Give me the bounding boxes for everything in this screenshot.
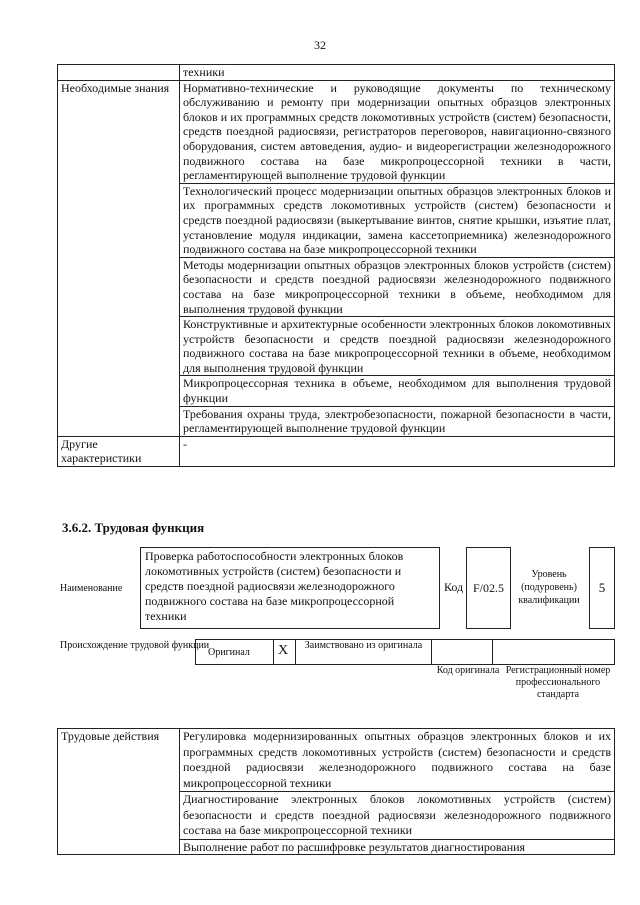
code-box: F/02.5 (466, 547, 511, 629)
knowledge-item: Методы модернизации опытных образцов электронных блоков устройств (систем) безопасности и средств поездной радиосвязи железнодорожного подвижного состава на базе микропроцессорной техники в объеме, необходимом для выполнения трудовой функции (180, 257, 615, 316)
table-cell (58, 65, 180, 81)
action-item: Диагностирование электронных блоков локомотивных устройств (систем) безопасности и средств поездной радиосвязи железнодорожного подвижного состава на базе микропроцессорной техники (180, 792, 615, 840)
table-row (58, 436, 615, 466)
original-mark-cell (274, 640, 296, 664)
page-number: 32 (314, 38, 326, 52)
other-characteristics-label: Другие характеристики (58, 436, 180, 466)
origin-label: Происхождение трудовой функции (60, 640, 210, 651)
action-item: Регулировка модернизированных опытных образцов электронных блоков и их программных средств локомотивных устройств (систем) безопасности и средств поездной радиосвязи железнодорожного подвижного состава на базе микропроцессорной техники (180, 729, 615, 792)
knowledge-item: Нормативно-технические и руководящие документы по техническому обслуживанию и ремонту при модернизации опытных образцов электронных блоков и их программных средств локомотивных устройств (систем) безопасности, средств поездной радиосвязи, регистраторов переговоров, навигационно-связного оборудования, систем автоведения, аудио- и видеорегистрации железнодорожного подвижного состава на базе микропроцессорной техники в части, регламентирующей выполнение трудовой функции (180, 80, 615, 183)
original-mark: X (278, 643, 289, 658)
other-characteristics-value: - (180, 436, 615, 466)
level-label: Уровень (подуровень) квалификации (518, 569, 580, 606)
table-row (58, 80, 615, 183)
knowledge-item: Технологический процесс модернизации опытных образцов электронных блоков и их программных средств локомотивных устройств (систем) безопасности и средств поездной радиосвязи (выкертывание винтов, снятие крышки, изъятие плат, установление модуля индикации, замена кассетоприемника) железнодорожного подвижного состава на базе микропроцессорной техники (180, 183, 615, 257)
knowledge-item: Микропроцессорная техника в объеме, необходимом для выполнения трудовой функции (180, 376, 615, 406)
original-code-cell (432, 640, 493, 664)
original-cell (196, 640, 274, 664)
required-knowledge-label: Необходимые знания (58, 80, 180, 436)
actions-table (57, 728, 615, 855)
continuation-text: техники (180, 65, 615, 81)
action-item-text: Выполнение работ по расшифровке результатов диагностирования (183, 839, 526, 854)
table-row (58, 65, 615, 81)
knowledge-item: Требования охраны труда, электробезопасности, пожарной безопасности в части, регламентирующей выполнение трудовой функции (180, 406, 615, 436)
original-label: Оригинал (208, 647, 250, 658)
labor-actions-label: Трудовые действия (58, 729, 180, 855)
function-name-box: Проверка работоспособности электронных блоков локомотивных устройств (систем) безопасности и средств поездной радиосвязи железнодорожного подвижного состава на базе микропроцессорной техники (140, 547, 440, 629)
name-label: Наименование (60, 583, 123, 594)
table-row (58, 729, 615, 792)
reg-number-label: Регистрационный номер профессионального стандарта (505, 665, 611, 700)
knowledge-item: Конструктивные и архитектурные особенности электронных блоков локомотивных устройств безопасности и средств поездной радиосвязи железнодорожного подвижного состава на базе микропроцессорной техники в объеме, необходимом для выполнения трудовой функции (180, 317, 615, 376)
action-item (180, 839, 615, 854)
level-box: 5 (589, 547, 615, 629)
section-title: 3.6.2. Трудовая функция (62, 520, 205, 535)
code-label: Код (444, 580, 464, 594)
original-code-label: Код оригинала (436, 665, 500, 676)
borrowed-label: Заимствовано из оригинала (296, 640, 432, 664)
knowledge-table (57, 64, 615, 467)
origin-row (195, 639, 615, 665)
